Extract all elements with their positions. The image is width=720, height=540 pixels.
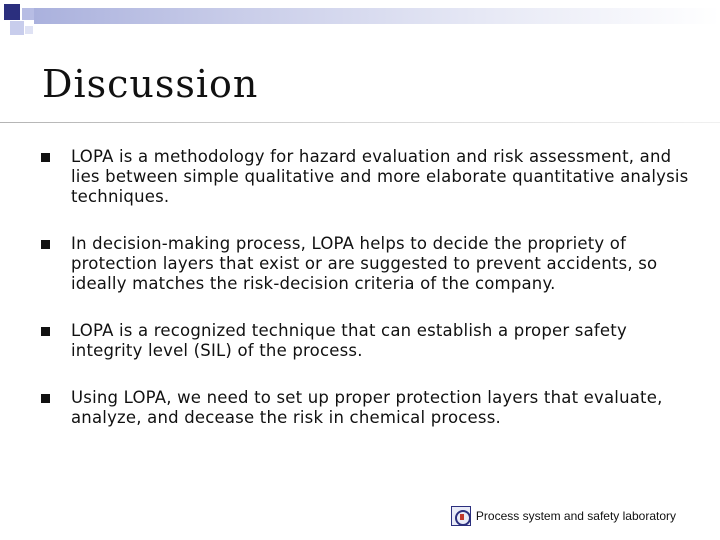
header-gradient-band <box>34 8 720 24</box>
title-divider <box>0 122 720 123</box>
header-decoration <box>0 0 720 46</box>
laboratory-logo-icon <box>451 506 471 526</box>
square-bullet-icon <box>41 240 50 249</box>
bullet-item <box>40 321 690 361</box>
bullet-text: LOPA is a recognized technique that can establish a proper safety integrity level (SIL) of the process. <box>71 321 627 360</box>
square-bullet-icon <box>41 394 50 403</box>
bullet-item <box>40 234 690 294</box>
bullet-item <box>40 388 690 428</box>
square-bullet-icon <box>41 153 50 162</box>
bullet-text: LOPA is a methodology for hazard evaluation and risk assessment, and lies between simple qualitative and more elaborate quantitative analysis techniques. <box>71 147 689 206</box>
decorative-square-light <box>22 8 34 20</box>
decorative-square-light <box>25 26 33 34</box>
bullet-text: In decision-making process, LOPA helps to decide the propriety of protection layers that exist or are suggested to prevent accidents, so ideally matches the risk-decision criteria of the company. <box>71 234 658 293</box>
bullet-text: Using LOPA, we need to set up proper protection layers that evaluate, analyze, and decease the risk in chemical process. <box>71 388 663 427</box>
decorative-square-light <box>10 21 24 35</box>
footer-text: Process system and safety laboratory <box>475 509 676 523</box>
bullet-list <box>40 147 690 428</box>
square-bullet-icon <box>41 327 50 336</box>
footer <box>451 506 676 526</box>
decorative-square-dark <box>4 4 20 20</box>
slide-title: Discussion <box>42 62 259 106</box>
bullet-item <box>40 147 690 207</box>
